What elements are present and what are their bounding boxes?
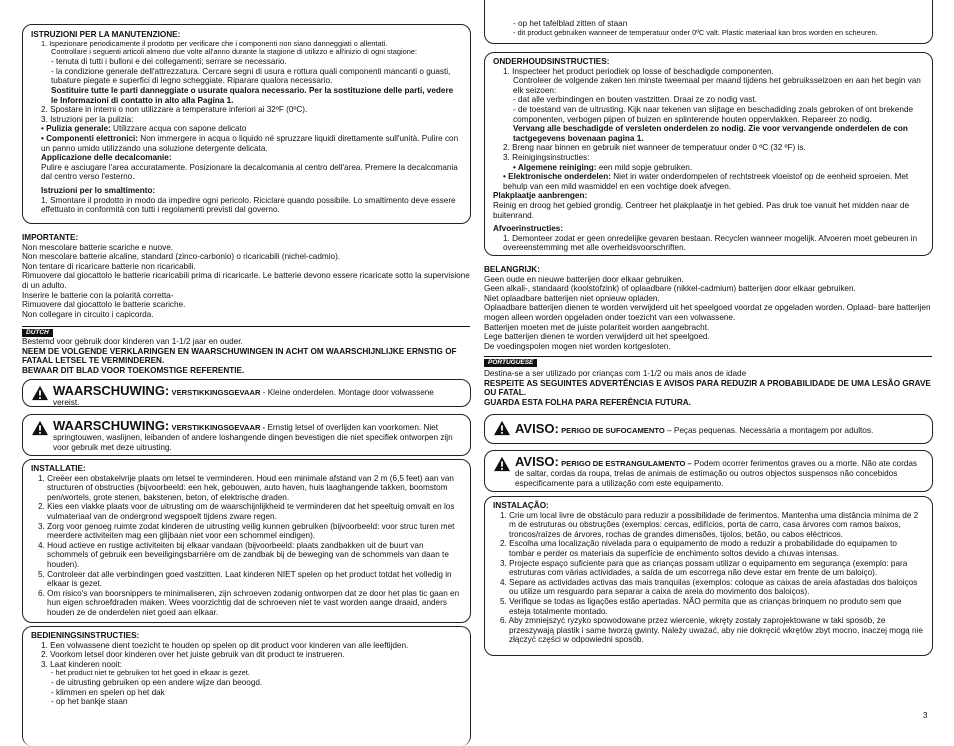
warning-triangle-icon — [493, 456, 511, 472]
warning-choking-nl: WAARSCHUWING: VERSTIKKINGSGEVAAR - Kleine onderdelen. Montage door volwassene vereist. — [22, 379, 471, 407]
warning-triangle-icon — [493, 420, 511, 436]
section-title: BELANGRIJK: — [484, 265, 540, 274]
section-title: ISTRUZIONI PER LA MANUTENZIONE: — [31, 30, 181, 39]
installation-pt: INSTALAÇÃO: 1. Crie um local livre de obstáculo para reduzir a possibilidade de ferimentos. Mantenha uma distância mínima de 2 m de estruturas ou obstruções (exemplos: cercas, edifícios, porta de carro, casa árvores com ramos baixos, troncos/raízes de árvores, rochas de grandes dimensões, tijolos, betão, ou cabos eléctricos. 2. Escolha uma localização nivelada para o equipamento de modo a reduzir a probabilidade do equipamen to tombar e perder os materiais da superfície de enchimento soltos devido a chuvas intensas. 3. Projecte espaço suficiente para que as crianças possam utilizar o equipamento em segurança (exemplo: para estruturas com várias actividades, a saída de um escorrega não deve estar em frente de um baloiço). 4. Separe as actividades activas das mais tranquilas (exemplos: coloque as caixas de areia afastadas dos baloiços ou utilize um resguardo para separar a caixa de areia do movimento dos baloiços). 5. Verifique se todas as ligações estão apertadas. NÃO permita que as crianças brinquem no produto sem que esteja totalmente montado. 6. Aby zmniejszyć ryzyko spowodowane przez wiercenie, wkręty zostały zaprojektowane w taki sposób, że przeszywają plastik i same tworzą gwinty. Należy uważać, aby nie dokręcić wkrętów zbyt mocno, inaczej mogą nie złączyć części w odpowiedni sposób. — [484, 496, 933, 656]
dutch-intro: Bestemd voor gebruik door kinderen van 1-1/2 jaar en ouder. NEEM DE VOLGENDE VERKLARINGEN EN WAARSCHUWINGEN IN ACHT OM WAARSCHIJNLIJKE ERNSTIG OF FATAAL LETSEL TE VERMINDEREN. BEWAAR DIT BLAD VOOR TOEKOMSTIGE REFERENTIE. — [22, 337, 457, 375]
warning-choking-pt: AVISO: PERIGO DE SUFOCAMENTO – Peças pequenas. Necessária a montagem por adultos. — [484, 414, 933, 444]
portuguese-intro: Destina-se a ser utilizado por crianças com 1-1/2 ou mais anos de idade RESPEITE AS SEGUINTES ADVERTÊNCIAS E AVISOS PARA REDUZIR A PROBABILIDADE DE UMA LESÃO GRAVE OU FATAL. GUARDA ESTA FOLHA PARA REFERÊNCIA FUTURA. — [484, 369, 931, 407]
important-nl: BELANGRIJK: Geen oude en nieuwe batterijen door elkaar gebruiken. Geen alkali-, standaard (koolstofzink) of oplaadbare (nikkel-cadmium) batterijen door elkaar gebruiken. Niet oplaadbare batterijen niet opnieuw opladen. Oplaadbare batterijen dienen te worden verwijderd uit het speelgoed voordat ze opgeladen worden. Oplaad- bare batterijen mogen alleen worden opgeladen onder toezicht van een volwassene. Batterijen moeten met de juiste polariteit worden aangebracht. Lege batterijen dienen te worden verwijderd uit het speelgoed. De voedingspolen mogen niet worden kortgesloten. — [484, 265, 931, 351]
language-tag-dutch: DUTCH — [22, 329, 53, 337]
section-divider — [22, 326, 470, 327]
section-divider — [484, 356, 932, 357]
section-title: IMPORTANTE: — [22, 233, 79, 242]
important-it: IMPORTANTE: Non mescolare batterie scariche e nuove. Non mescolare batterie alcaline, standard (zinco-carbonio) o ricaricabili (nichel-cadmio). Non tentare di ricaricare batterie non ricaricabili. Rimuovere dal giocattolo le batterie ricaricabili prima di ricaricarle. Le batterie devono essere ricaricate sotto la supervisione di un adulto. Inserire le batterie con la polarità corretta- Rimuovere dal giocattolo le batterie scariche. Non collegare in circuito i capicorda. — [22, 233, 470, 319]
maintenance-instructions-it: ISTRUZIONI PER LA MANUTENZIONE: 1. Ispezionare periodicamente il prodotto per verificare che i componenti non siano danneggiati o allentati. Controllare i seguenti articoli almeno due volte all'anno durante la stagione di utilizzo e all'inizio di ogni stagione: - tenuta di tutti i bulloni e dei collegamenti; serrare se necessario. - la condizione generale dell'attrezzatura. Cercare segni di usura e rottura quali componenti mancanti o guasti, tubature piegate e superfici di legno scheggiate. Riparare qualora necessario. Sostituire tutte le parti danneggiate o usurate qualora necessario. Per la sostituzione delle parti, vedere le Informazioni di contatto in alto alla Pagina 1. 2. Spostare in interni o non utilizzare a temperature inferiori ai 32ºF (0ºC). 3. Istruzioni per la pulizia: • Pulizia generale: Utilizzare acqua con sapone delicato • Componenti elettronici: Non immergere in acqua o liquido né spruzzare liquidi direttamente sull'unità. Pulire con un panno umido utilizzando una soluzione detergente delicata. Applicazione delle decalcomanie: Pulire e asciugare l'area accuratamente. Posizionare la decalcomania al centro dell'area. Premere la decalcomania dal centro verso l'esterno. Istruzioni per lo smaltimento: 1. Smontare il prodotto in modo da impedire ogni pericolo. Riciclare quando possibile. Lo smaltimento deve essere effettuato in conformità con tutti i regolamenti previsti dal governo. — [22, 24, 471, 224]
installation-nl: INSTALLATIE: 1. Creëer een obstakelvrije plaats om letsel te verminderen. Houd een minimale afstand van 2 m (6,5 feet) aan van structuren of obstructies (bijvoorbeeld: een hek, gebouwen, auto haven, huis laaghangende takken, boomstom pen/wortels, grote stenen, bakstenen, beton, of elektrische draden. 2. Kies een vlakke plaats voor de uitrusting om de waarschijnlijkheid te verminderen dat het speeltuig omvalt en los vulmateriaal van de ondergrond wegspoelt tijdens zware regen. 3. Zorg voor genoeg ruimte zodat kinderen de uitrusting veilig kunnen gebruiken (bijvoorbeeld: voor struc turen met meerdere activiteiten mag een glijbaan niet voor een schommel eindigen). 4. Houd actieve en rustige activiteiten bij elkaar vandaan (bijvoorbeeld: plaats zandbakken uit de buurt van schommels of gebruik een beveiligingsbarrière om de zandbak bij de beweging van de schommels van daan te houden). 5. Controleer dat alle verbindingen goed vastzitten. Laat kinderen NIET spelen op het product totdat het volledig in elkaar is gezet. 6. Om risico's van boorsnippers te minimaliseren, zijn schroeven zodanig ontworpen dat ze door het plas tic gaan en hun eigen schroefdraden maken. Wees voorzichtig dat de schroeven niet te vast worden aange draaid, anders houden ze de onderdelen niet goed aan elkaar. — [22, 459, 471, 623]
page-number: 3 — [923, 711, 928, 720]
section-title: INSTALLATIE: — [31, 464, 86, 473]
maintenance-instructions-nl: ONDERHOUDSINSTRUCTIES: 1. Inspecteer het product periodiek op losse of beschadigde componenten. Controleer de volgende zaken ten minste tweemaal per maand tijdens het gebruiksseizoen en aan het begin van elk seizoen: - dat alle verbindingen en bouten vastzitten. Draai ze zo nodig vast. - de toestand van de uitrusting. Kijk naar tekenen van slijtage en beschadiding zoals gebroken of ont brekende componenten, verbogen pijpen of buizen en splinterende houten oppervlakken. Repareer zo nodig. Vervang alle beschadigde of versleten onderdelen zo nodig. Zie voor vervangende onderdelen de con tactgegevens bovenaan pagina 1. 2. Breng naar binnen en gebruik niet wanneer de temperatuur onder 0 ºC (32 ºF) is. 3. Reinigingsinstructies: • Algemene reiniging: een mild sopje gebruiken. • Elektronische onderdelen: Niet in water onderdompelen of rechtstreek vloeistof op de eenheid sproeien. Met behulp van een mild wasmiddel en een vochtige doek afvegen. Plakplaatje aanbrengen: Reinig en droog het gebied grondig. Centreer het plakplaatje in het gebied. Pas druk toe vanuit het midden naar de buitenrand. Afvoerinstructies: 1. Demonteer zodat er geen onredelijke gevaren bestaan. Recyclen wanneer mogelijk. Afvoeren moet gebeuren in overeenstemming met alle overheidsvoorschriften. — [484, 52, 933, 256]
operating-instructions-nl: BEDIENINGSINSTRUCTIES: 1. Een volwassene dient toezicht te houden op spelen op dit product voor kinderen van alle leeftijden. 2. Voorkom letsel door kinderen over het juiste gebruik van dit product te instrueren. 3. Laat kinderen nooit: - het product niet te gebruiken tot het goed in elkaar is gezet. - de uitrusting gebruiken op een andere wijze dan beoogd. - klimmen en spelen op het dak - op het bankje staan — [22, 626, 471, 746]
warning-triangle-icon — [31, 420, 49, 436]
warning-strangulation-nl: WAARSCHUWING: VERSTIKKINGSGEVAAR - Ernstig letsel of overlijden kan voorkomen. Niet springtouwen, waslijnen, leibanden of andere loshangende dingen bevestigen die niet specifiek ontworpen zijn voor gebruik met deze uitrusting. — [22, 414, 471, 456]
warning-strangulation-pt: AVISO: PERIGO DE ESTRANGULAMENTO – Podem ocorrer ferimentos graves ou a morte. Não ate cordas de saltar, cordas da roupa, trelas de animais de estimação ou outros objectos suspensos não concebidos especificamente para a utilização com este equipamento. — [484, 450, 933, 492]
section-title: INSTALAÇÃO: — [493, 501, 549, 510]
section-title: BEDIENINGSINSTRUCTIES: — [31, 631, 140, 640]
section-title: ONDERHOUDSINSTRUCTIES: — [493, 57, 610, 66]
language-tag-portuguese: PORTUGUESE — [484, 359, 537, 367]
operating-instructions-continued-nl: - op het tafelblad zitten of staan - dit product gebruiken wanneer de temperatuur onder 0ºC valt. Plastic materiaal kan bros worden en scheuren. — [484, 0, 933, 44]
warning-triangle-icon — [31, 385, 49, 401]
